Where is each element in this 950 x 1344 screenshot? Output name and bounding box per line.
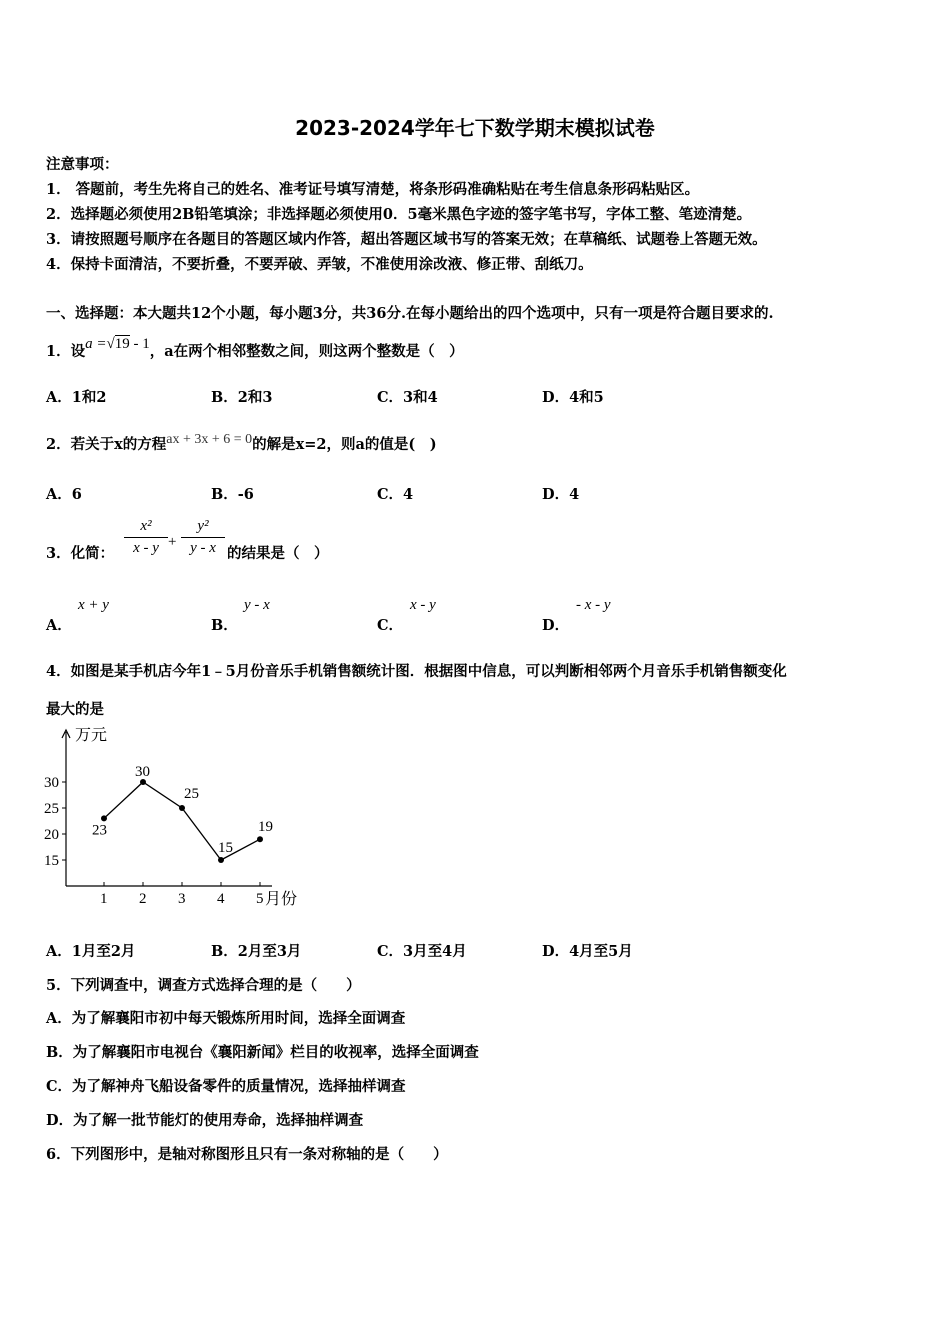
q3-suffix: 的结果是（ ） [227,545,329,562]
data-point [179,805,185,811]
x-tick-label: 3 [178,891,186,907]
notice-heading: 注意事项： [46,156,119,173]
x-tick-label: 5 [256,891,264,907]
q3-option-c-value[interactable]: x - y [410,597,436,613]
data-label: 25 [184,786,199,802]
y-tick-label: 15 [44,853,59,869]
q1-formula: a =√19 - 1 [85,336,150,352]
q4-option-d[interactable]: D．4月至5月 [542,943,633,960]
notice-item: 4．保持卡面清洁，不要折叠，不要弄破、弄皱，不准使用涂改液、修正带、刮纸刀。 [46,256,593,273]
q5-option-a[interactable]: A．为了解襄阳市初中每天锻炼所用时间，选择全面调查 [46,1010,406,1027]
q1-radicand: 19 [114,336,130,352]
q2-option-d[interactable]: D．4 [542,486,580,503]
x-tick-label: 2 [139,891,147,907]
q4-option-b[interactable]: B．2月至3月 [211,943,302,960]
q1-formula-lhs: a = [85,336,107,352]
y-tick-label: 30 [44,775,59,791]
data-point [101,815,107,821]
q2-equation: ax + 3x + 6 = 0 [166,432,253,447]
q1-option-d[interactable]: D．4和5 [542,389,604,406]
q2-option-b[interactable]: B．-6 [211,486,254,503]
data-label: 30 [135,764,150,780]
q1-prefix: 1．设 [46,343,86,360]
q4-stem-line-2: 最大的是 [46,701,104,718]
q3-option-b-letter[interactable]: B． [211,617,238,634]
q3-frac2-denominator: y - x [190,540,216,556]
q3-fraction-1 [124,518,168,557]
q5-stem: 5．下列调查中，调查方式选择合理的是（ ） [46,977,361,994]
chart-axes [44,726,297,908]
q3-option-a-value[interactable]: x + y [78,597,109,613]
x-tick-label: 4 [217,891,225,907]
q5-option-c[interactable]: C．为了解神舟飞船设备零件的质量情况，选择抽样调查 [46,1078,406,1095]
q2-option-c[interactable]: C．4 [377,486,414,503]
q2-stem [46,433,437,454]
q3-option-a-letter[interactable]: A． [46,617,72,634]
data-label: 15 [218,840,233,856]
q5-option-b[interactable]: B．为了解襄阳市电视台《襄阳新闻》栏目的收视率，选择全面调查 [46,1044,479,1061]
data-point [257,836,263,842]
data-point [218,857,224,863]
page-title: 2023-2024学年七下数学期末模拟试卷 [295,116,655,140]
q2-prefix: 2．若关于x的方程 [46,436,167,453]
q3-option-b-value[interactable]: y - x [244,597,270,613]
x-axis-label: 月份 [265,891,298,908]
q1-formula-tail: - 1 [133,336,150,352]
q1-stem [46,336,464,361]
q3-option-d-letter[interactable]: D． [542,617,570,634]
notice-item: 2．选择题必须使用2B铅笔填涂；非选择题必须使用0．5毫米黑色字迹的签字笔书写，字体工整、笔迹清楚。 [46,206,752,223]
y-tick-label: 20 [44,827,59,843]
q2-option-a[interactable]: A．6 [46,486,82,503]
y-tick-label: 25 [44,801,59,817]
q1-option-a[interactable]: A．1和2 [46,389,107,406]
q5-option-d[interactable]: D．为了解一批节能灯的使用寿命，选择抽样调查 [46,1112,364,1129]
q3-frac1-numerator: x² [140,518,152,534]
q4-stem-line-1: 4．如图是某手机店今年1﹣5月份音乐手机销售额统计图．根据图中信息，可以判断相邻两个月音乐手机销售额变化 [46,663,787,680]
q3-fraction-2 [181,518,225,557]
q4-option-a[interactable]: A．1月至2月 [46,943,136,960]
chart-marks [92,764,273,863]
q1-suffix: ，a在两个相邻整数之间，则这两个整数是（ ） [149,343,464,360]
q3-plus: + [168,534,177,550]
q3-option-c-letter[interactable]: C． [377,617,404,634]
y-axis-label: 万元 [75,727,108,744]
q4-option-c[interactable]: C．3月至4月 [377,943,467,960]
section-heading: 一、选择题：本大题共12个小题，每小题3分，共36分.在每小题给出的四个选项中，只有一项是符合题目要求的. [46,305,774,322]
q2-suffix: 的解是x=2，则a的值是( ) [252,436,437,453]
q3-frac1-denominator: x - y [133,540,159,556]
sales-line-chart [40,722,320,912]
x-tick-label: 1 [100,891,108,907]
notice-item: 1． 答题前，考生先将自己的姓名、准考证号填写清楚，将条形码准确粘贴在考生信息条形码粘贴区。 [46,181,700,198]
q1-option-b[interactable]: B．2和3 [211,389,273,406]
data-label: 19 [258,819,273,836]
q3-prefix: 3．化简： [46,545,115,562]
data-label: 23 [92,822,107,839]
q3-option-d-value[interactable]: - x - y [576,597,611,613]
series-line [104,782,260,860]
q1-option-c[interactable]: C．3和4 [377,389,438,406]
q3-frac2-numerator: y² [197,518,209,534]
notice-item: 3．请按照题号顺序在各题目的答题区域内作答，超出答题区域书写的答案无效；在草稿纸、试题卷上答题无效。 [46,231,767,248]
q6-stem: 6．下列图形中，是轴对称图形且只有一条对称轴的是（ ） [46,1146,448,1163]
